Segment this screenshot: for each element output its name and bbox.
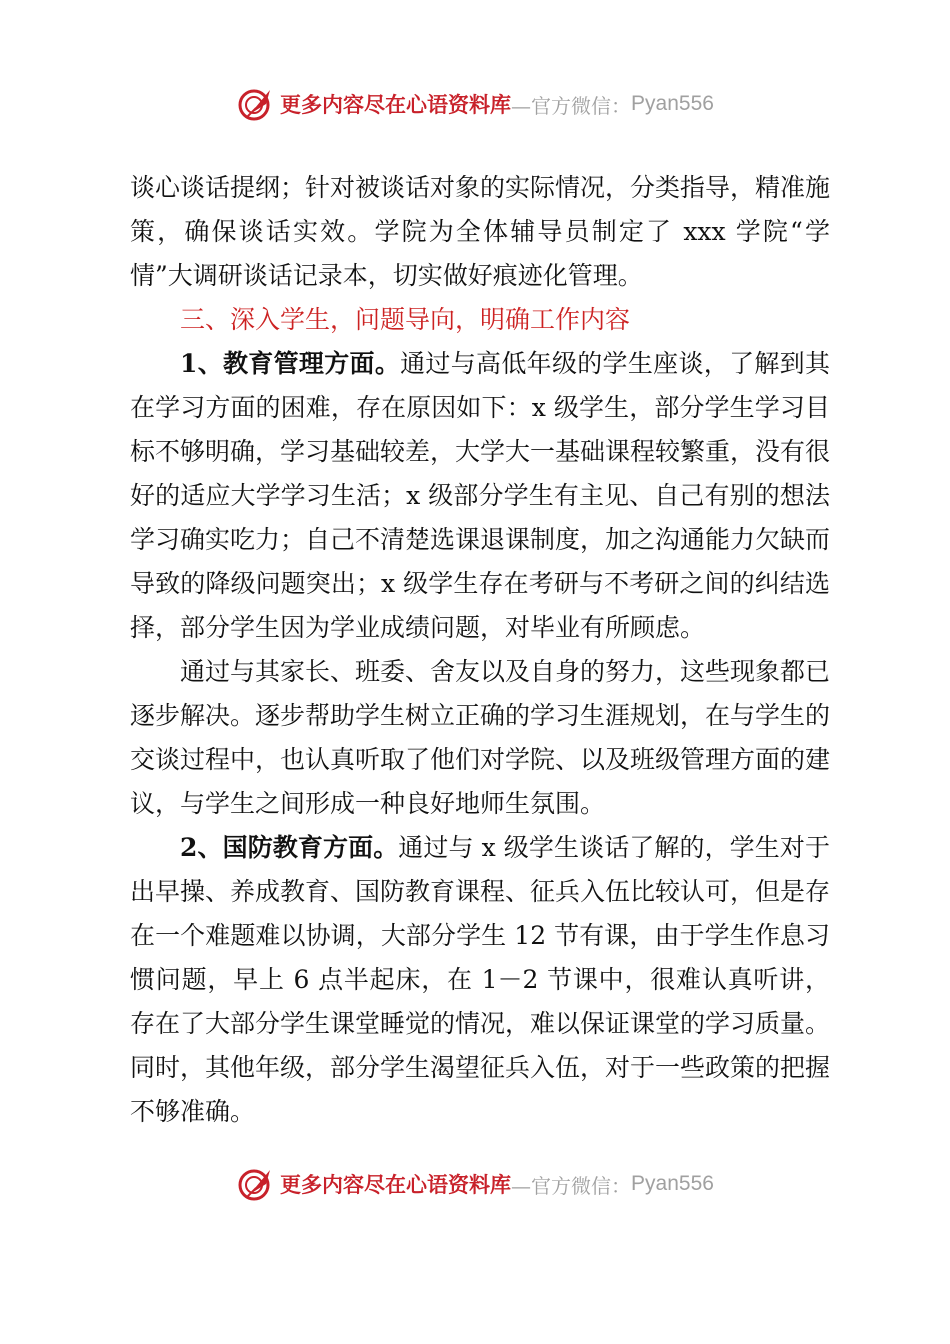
paragraph-continuation: 谈心谈话提纲；针对被谈话对象的实际情况，分类指导，精准施策，确保谈话实效。学院为全体辅导员制定了 xxx 学院“学情”大调研谈话记录本，切实做好痕迹化管理。 (130, 173, 831, 290)
quill-logo-icon (236, 84, 276, 124)
paragraph-text: 通过与 x 级学生谈话了解的，学生对于出早操、养成教育、国防教育课程、征兵入伍比较认可，但是存在一个难题难以协调，大部分学生 12 节有课，由于学生作息习惯问题，早上 6 点半起床，在 1－2 节课中，很难认真听讲，存在了大部分学生课堂睡觉的情况，难以保证课堂的学习质量。同时，其他年级，部分学生渴望征兵入伍，对于一些政策的把握不够准确。 (130, 833, 831, 1126)
section-heading: 三、深入学生，问题导向，明确工作内容 (180, 305, 631, 334)
footer-banner (0, 1162, 950, 1206)
banner-subtitle: —官方微信： (511, 93, 632, 118)
paragraph-resolution: 通过与其家长、班委、舍友以及自身的努力，这些现象都已逐步解决。逐步帮助学生树立正确的学习生涯规划，在与学生的交谈过程中，也认真听取了他们对学院、以及班级管理方面的建议，与学生之间形成一种良好地师生氛围。 (130, 657, 831, 818)
paragraph-title: 2、国防教育方面。 (180, 833, 399, 862)
banner-wechat-id: Pyan556 (631, 1172, 714, 1195)
paragraph-text: 通过与高低年级的学生座谈，了解到其在学习方面的困难，存在原因如下：x 级学生，部分学生学习目标不够明确，学习基础较差，大学大一基础课程较繁重，没有很好的适应大学学习生活；x 级部分学生有主见、自己有别的想法学习确实吃力；自己不清楚选课退课制度，加之沟通能力欠缺而导致的降级问题突出；x 级学生存在考研与不考研之间的纠结选择，部分学生因为学业成绩问题，对毕业有所顾虑。 (130, 349, 831, 642)
quill-logo-icon (236, 1164, 276, 1204)
paragraph-education-management (130, 342, 830, 650)
paragraph-title: 1、教育管理方面。 (180, 349, 401, 378)
header-banner (0, 82, 950, 126)
document-body (130, 166, 830, 1134)
paragraph-national-defense (130, 826, 830, 1134)
banner-wechat-id: Pyan556 (631, 92, 714, 115)
banner-title: 更多内容尽在心语资料库 (280, 1172, 512, 1197)
banner-title: 更多内容尽在心语资料库 (280, 92, 512, 117)
banner-subtitle: —官方微信： (511, 1173, 632, 1198)
